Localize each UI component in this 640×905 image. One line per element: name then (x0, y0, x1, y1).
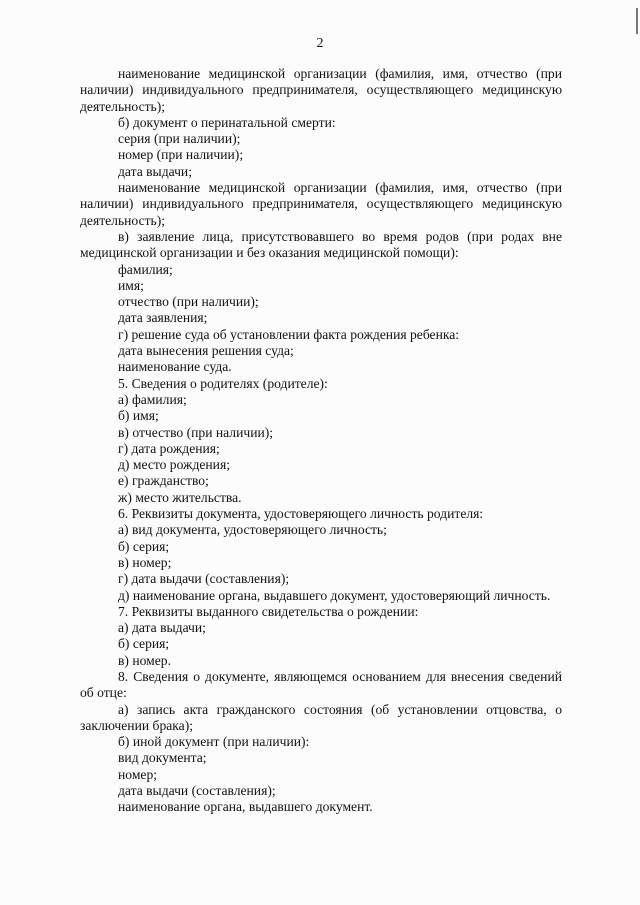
paragraph-24: а) вид документа, удостоверяющего личность; (118, 522, 387, 538)
paragraph-31: б) серия; (118, 636, 170, 652)
paragraph-26: в) номер; (118, 554, 172, 570)
paragraph-23: 6. Реквизиты документа, удостоверяющего личность родителя: (118, 506, 484, 522)
paragraph-12: г) решение суда об установлении факта рождения ребенка: (118, 326, 460, 342)
paragraph-1: наименование медицинской организации (фамилия, имя, отчество (при наличии) индивидуального предпринимателя, осуществляющего медицинскую деятельность); (80, 66, 562, 114)
paragraph-37: номер; (118, 766, 158, 782)
paragraph-21: е) гражданство; (118, 473, 209, 489)
paragraph-19: г) дата рождения; (118, 440, 220, 456)
page-number: 2 (316, 36, 324, 51)
paragraph-30: а) дата выдачи; (118, 620, 206, 636)
paragraph-27: г) дата выдачи (составления); (118, 571, 290, 587)
document-body (80, 66, 562, 816)
scan-edge-mark (636, 8, 638, 34)
paragraph-15: 5. Сведения о родителях (родителе): (118, 375, 328, 391)
paragraph-18: в) отчество (при наличии); (118, 424, 274, 440)
paragraph-10: отчество (при наличии); (118, 294, 259, 310)
paragraph-38: дата выдачи (составления); (118, 783, 276, 799)
paragraph-5: дата выдачи; (118, 163, 192, 179)
paragraph-33: 8. Сведения о документе, являющемся основанием для внесения сведений об отце: (80, 668, 562, 701)
paragraph-25: б) серия; (118, 538, 170, 554)
paragraph-22: ж) место жительства. (118, 489, 242, 505)
paragraph-39: наименование органа, выдавшего документ. (118, 799, 373, 815)
paragraph-29: 7. Реквизиты выданного свидетельства о рождении: (118, 603, 419, 619)
paragraph-9: имя; (118, 277, 144, 293)
paragraph-3: серия (при наличии); (118, 131, 241, 147)
paragraph-35: б) иной документ (при наличии): (118, 734, 310, 750)
paragraph-28: д) наименование органа, выдавшего документ, удостоверяющий личность. (118, 587, 551, 603)
paragraph-7: в) заявление лица, присутствовавшего во время родов (при родах вне медицинской организации и без оказания медицинской помощи): (80, 228, 562, 261)
paragraph-13: дата вынесения решения суда; (118, 343, 294, 359)
paragraph-36: вид документа; (118, 750, 207, 766)
paragraph-14: наименование суда. (118, 359, 232, 375)
paragraph-2: б) документ о перинатальной смерти: (118, 114, 336, 130)
paragraph-11: дата заявления; (118, 310, 208, 326)
paragraph-34: а) запись акта гражданского состояния (об установлении отцовства, о заключении брака); (80, 701, 562, 733)
paragraph-17: б) имя; (118, 408, 159, 424)
paragraph-8: фамилия; (118, 261, 173, 277)
paragraph-6: наименование медицинской организации (фамилия, имя, отчество (при наличии) индивидуального предпринимателя, осуществляющего медицинскую деятельность); (80, 180, 562, 228)
paragraph-20: д) место рождения; (118, 457, 230, 473)
paragraph-32: в) номер. (118, 652, 171, 668)
paragraph-4: номер (при наличии); (118, 147, 244, 163)
paragraph-16: а) фамилия; (118, 391, 187, 407)
